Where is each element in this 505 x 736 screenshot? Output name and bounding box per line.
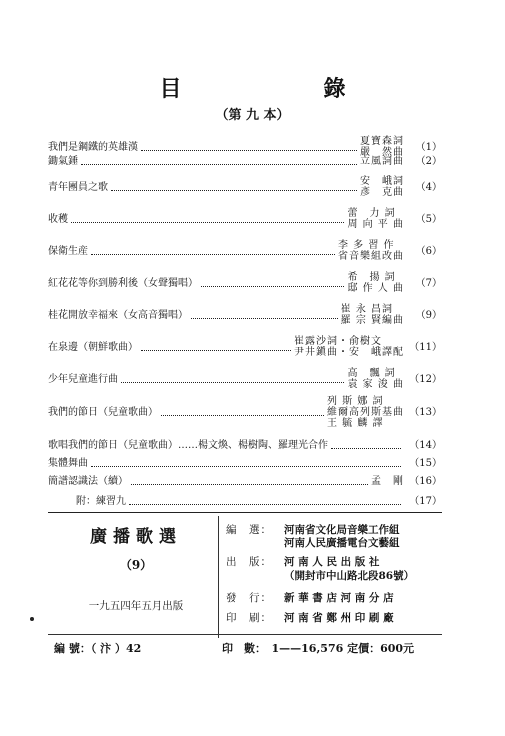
toc-entry bbox=[48, 304, 442, 326]
author-line: 彥 克曲 bbox=[360, 187, 404, 198]
imprint-value: 河南省文化局音樂工作組 bbox=[284, 524, 400, 536]
dot-leader bbox=[111, 184, 357, 191]
toc-entry bbox=[48, 176, 442, 198]
author-line: 邸 作 人 曲 bbox=[347, 283, 404, 294]
author-line: 崔 永 昌詞 bbox=[340, 304, 393, 315]
dot-leader bbox=[81, 158, 357, 165]
author-line: 維爾高列斯基曲 bbox=[327, 407, 404, 418]
imprint-value: 河 南 人 民 出 版 社 bbox=[284, 556, 380, 568]
author-line: 夏寶森詞 bbox=[360, 136, 404, 147]
toc-entry bbox=[48, 496, 442, 507]
toc-title: 少年兒童進行曲 bbox=[48, 373, 118, 385]
toc-entry bbox=[48, 136, 442, 158]
author-line: 袁 家 浚 曲 bbox=[347, 379, 404, 390]
toc-authors bbox=[347, 208, 404, 230]
toc-entry bbox=[48, 336, 442, 358]
toc-entry bbox=[48, 458, 442, 469]
dot-leader bbox=[191, 312, 338, 319]
toc-title: 保衛生産 bbox=[48, 245, 88, 257]
toc-title: 我們是鋼鐵的英雄漢 bbox=[48, 141, 138, 153]
author-line: 希 揚 詞 bbox=[347, 272, 396, 283]
dot-leader bbox=[331, 442, 401, 449]
author-line: 立風詞曲 bbox=[360, 156, 404, 167]
toc-title: 收穫 bbox=[48, 213, 68, 225]
volume-number: （9） bbox=[119, 558, 153, 572]
toc-title: 桂花開放幸福來（女高音獨唱） bbox=[48, 309, 188, 321]
imprint-label: 編 選： bbox=[226, 524, 272, 536]
dot-leader bbox=[129, 498, 401, 505]
toc-entry bbox=[48, 476, 442, 487]
imprint-value: 河南人民廣播電台文藝組 bbox=[284, 537, 400, 549]
ink-dot bbox=[30, 617, 34, 621]
toc-entry bbox=[48, 208, 442, 230]
toc-authors bbox=[360, 156, 404, 167]
toc-page: （1） bbox=[415, 141, 442, 153]
toc-page: （11） bbox=[409, 341, 442, 353]
toc-authors bbox=[360, 136, 404, 158]
toc-title: 在泉邊（朝鮮歌曲） bbox=[48, 341, 138, 353]
toc-page: （2） bbox=[415, 156, 442, 167]
toc-title: 集體舞曲 bbox=[48, 458, 88, 469]
toc-authors bbox=[371, 476, 404, 487]
print-run-and-price: 印 數： 1——16,576 定價：600元 bbox=[222, 642, 415, 655]
author-line: 安 峨詞 bbox=[360, 176, 404, 187]
toc-entry bbox=[48, 156, 442, 167]
toc-authors bbox=[360, 176, 404, 198]
author-line: 蕾 力 詞 bbox=[347, 208, 396, 219]
toc-page: （7） bbox=[415, 277, 442, 289]
dot-leader bbox=[141, 144, 357, 151]
imprint-value: 新 華 書 店 河 南 分 店 bbox=[284, 592, 394, 604]
page-title: 目 錄 bbox=[159, 76, 406, 102]
toc-page: （17） bbox=[409, 496, 442, 507]
author-line: 省音樂組改曲 bbox=[338, 251, 404, 262]
dot-leader bbox=[141, 344, 291, 351]
divider-line bbox=[48, 634, 442, 635]
author-line: 嚴 然曲 bbox=[360, 147, 404, 158]
toc-authors bbox=[341, 304, 404, 326]
imprint-value: 河 南 省 鄭 州 印 刷 廠 bbox=[284, 612, 394, 624]
dot-leader bbox=[71, 216, 344, 223]
publication-date: 一九五四年五月出版 bbox=[88, 600, 184, 612]
author-line: 孟 剛 bbox=[371, 476, 404, 487]
toc-entry bbox=[48, 272, 442, 294]
toc-page: （4） bbox=[415, 181, 442, 193]
toc-page: （16） bbox=[409, 476, 442, 487]
toc-title: 鋤氣錘 bbox=[48, 156, 78, 167]
dot-leader bbox=[161, 409, 324, 416]
toc-entry bbox=[48, 368, 442, 390]
toc-authors bbox=[327, 396, 404, 429]
toc-authors bbox=[338, 240, 404, 262]
author-line: 羅 宗 賢編曲 bbox=[340, 315, 404, 326]
book-title: 廣播歌選 bbox=[90, 527, 182, 547]
imprint-label: 發 行： bbox=[226, 592, 272, 604]
toc-page: （5） bbox=[415, 213, 442, 225]
divider-line bbox=[48, 512, 442, 513]
dot-leader bbox=[91, 460, 401, 467]
toc-entry bbox=[48, 240, 442, 262]
author-line: 周 向 平 曲 bbox=[347, 219, 404, 230]
serial-number: 編 號：（ 汴 ）42 bbox=[54, 642, 142, 655]
toc-page: （12） bbox=[409, 373, 442, 385]
toc-title: 我們的節日（兒童歌曲） bbox=[48, 407, 158, 418]
dot-leader bbox=[201, 280, 344, 287]
toc-title: 紅花花等你到勝利後（女聲獨唱） bbox=[48, 277, 198, 289]
toc-authors bbox=[347, 368, 404, 390]
toc-title: 附：練習九 bbox=[76, 496, 126, 507]
volume-subtitle: （第 九 本） bbox=[215, 108, 290, 123]
toc-page: （6） bbox=[415, 245, 442, 257]
toc-authors bbox=[347, 272, 404, 294]
author-line: 高 飄 詞 bbox=[347, 368, 396, 379]
toc-authors bbox=[294, 336, 404, 358]
imprint-value: （開封市中山路北段86號） bbox=[284, 570, 415, 582]
author-line: 尹井鎭曲・安 峨譯配 bbox=[294, 347, 404, 358]
imprint-label: 印 刷： bbox=[226, 612, 272, 624]
toc-page: （9） bbox=[415, 309, 442, 321]
dot-leader bbox=[121, 376, 344, 383]
toc-title: 簡譜認識法（續） bbox=[48, 476, 128, 487]
toc-page: （13） bbox=[409, 407, 442, 418]
toc-page: （15） bbox=[409, 458, 442, 469]
dot-leader bbox=[91, 248, 335, 255]
author-line: 列 斯 娜 詞 bbox=[327, 396, 384, 407]
author-line: 李 多 習 作 bbox=[338, 240, 395, 251]
toc-title: 歌唱我們的節日（兒童歌曲）……楊文煥、楊樹陶、羅理光合作 bbox=[48, 440, 328, 451]
toc-entry bbox=[48, 396, 442, 429]
toc-page: （14） bbox=[409, 440, 442, 451]
toc-entry bbox=[48, 440, 442, 451]
dot-leader bbox=[131, 478, 368, 485]
author-line: 崔露沙詞・俞樹文 bbox=[294, 336, 382, 347]
column-divider bbox=[218, 516, 219, 638]
author-line: 王 毓 麟 譯 bbox=[327, 418, 384, 429]
toc-title: 青年團員之歌 bbox=[48, 181, 108, 193]
imprint-label: 出 版： bbox=[226, 556, 272, 568]
